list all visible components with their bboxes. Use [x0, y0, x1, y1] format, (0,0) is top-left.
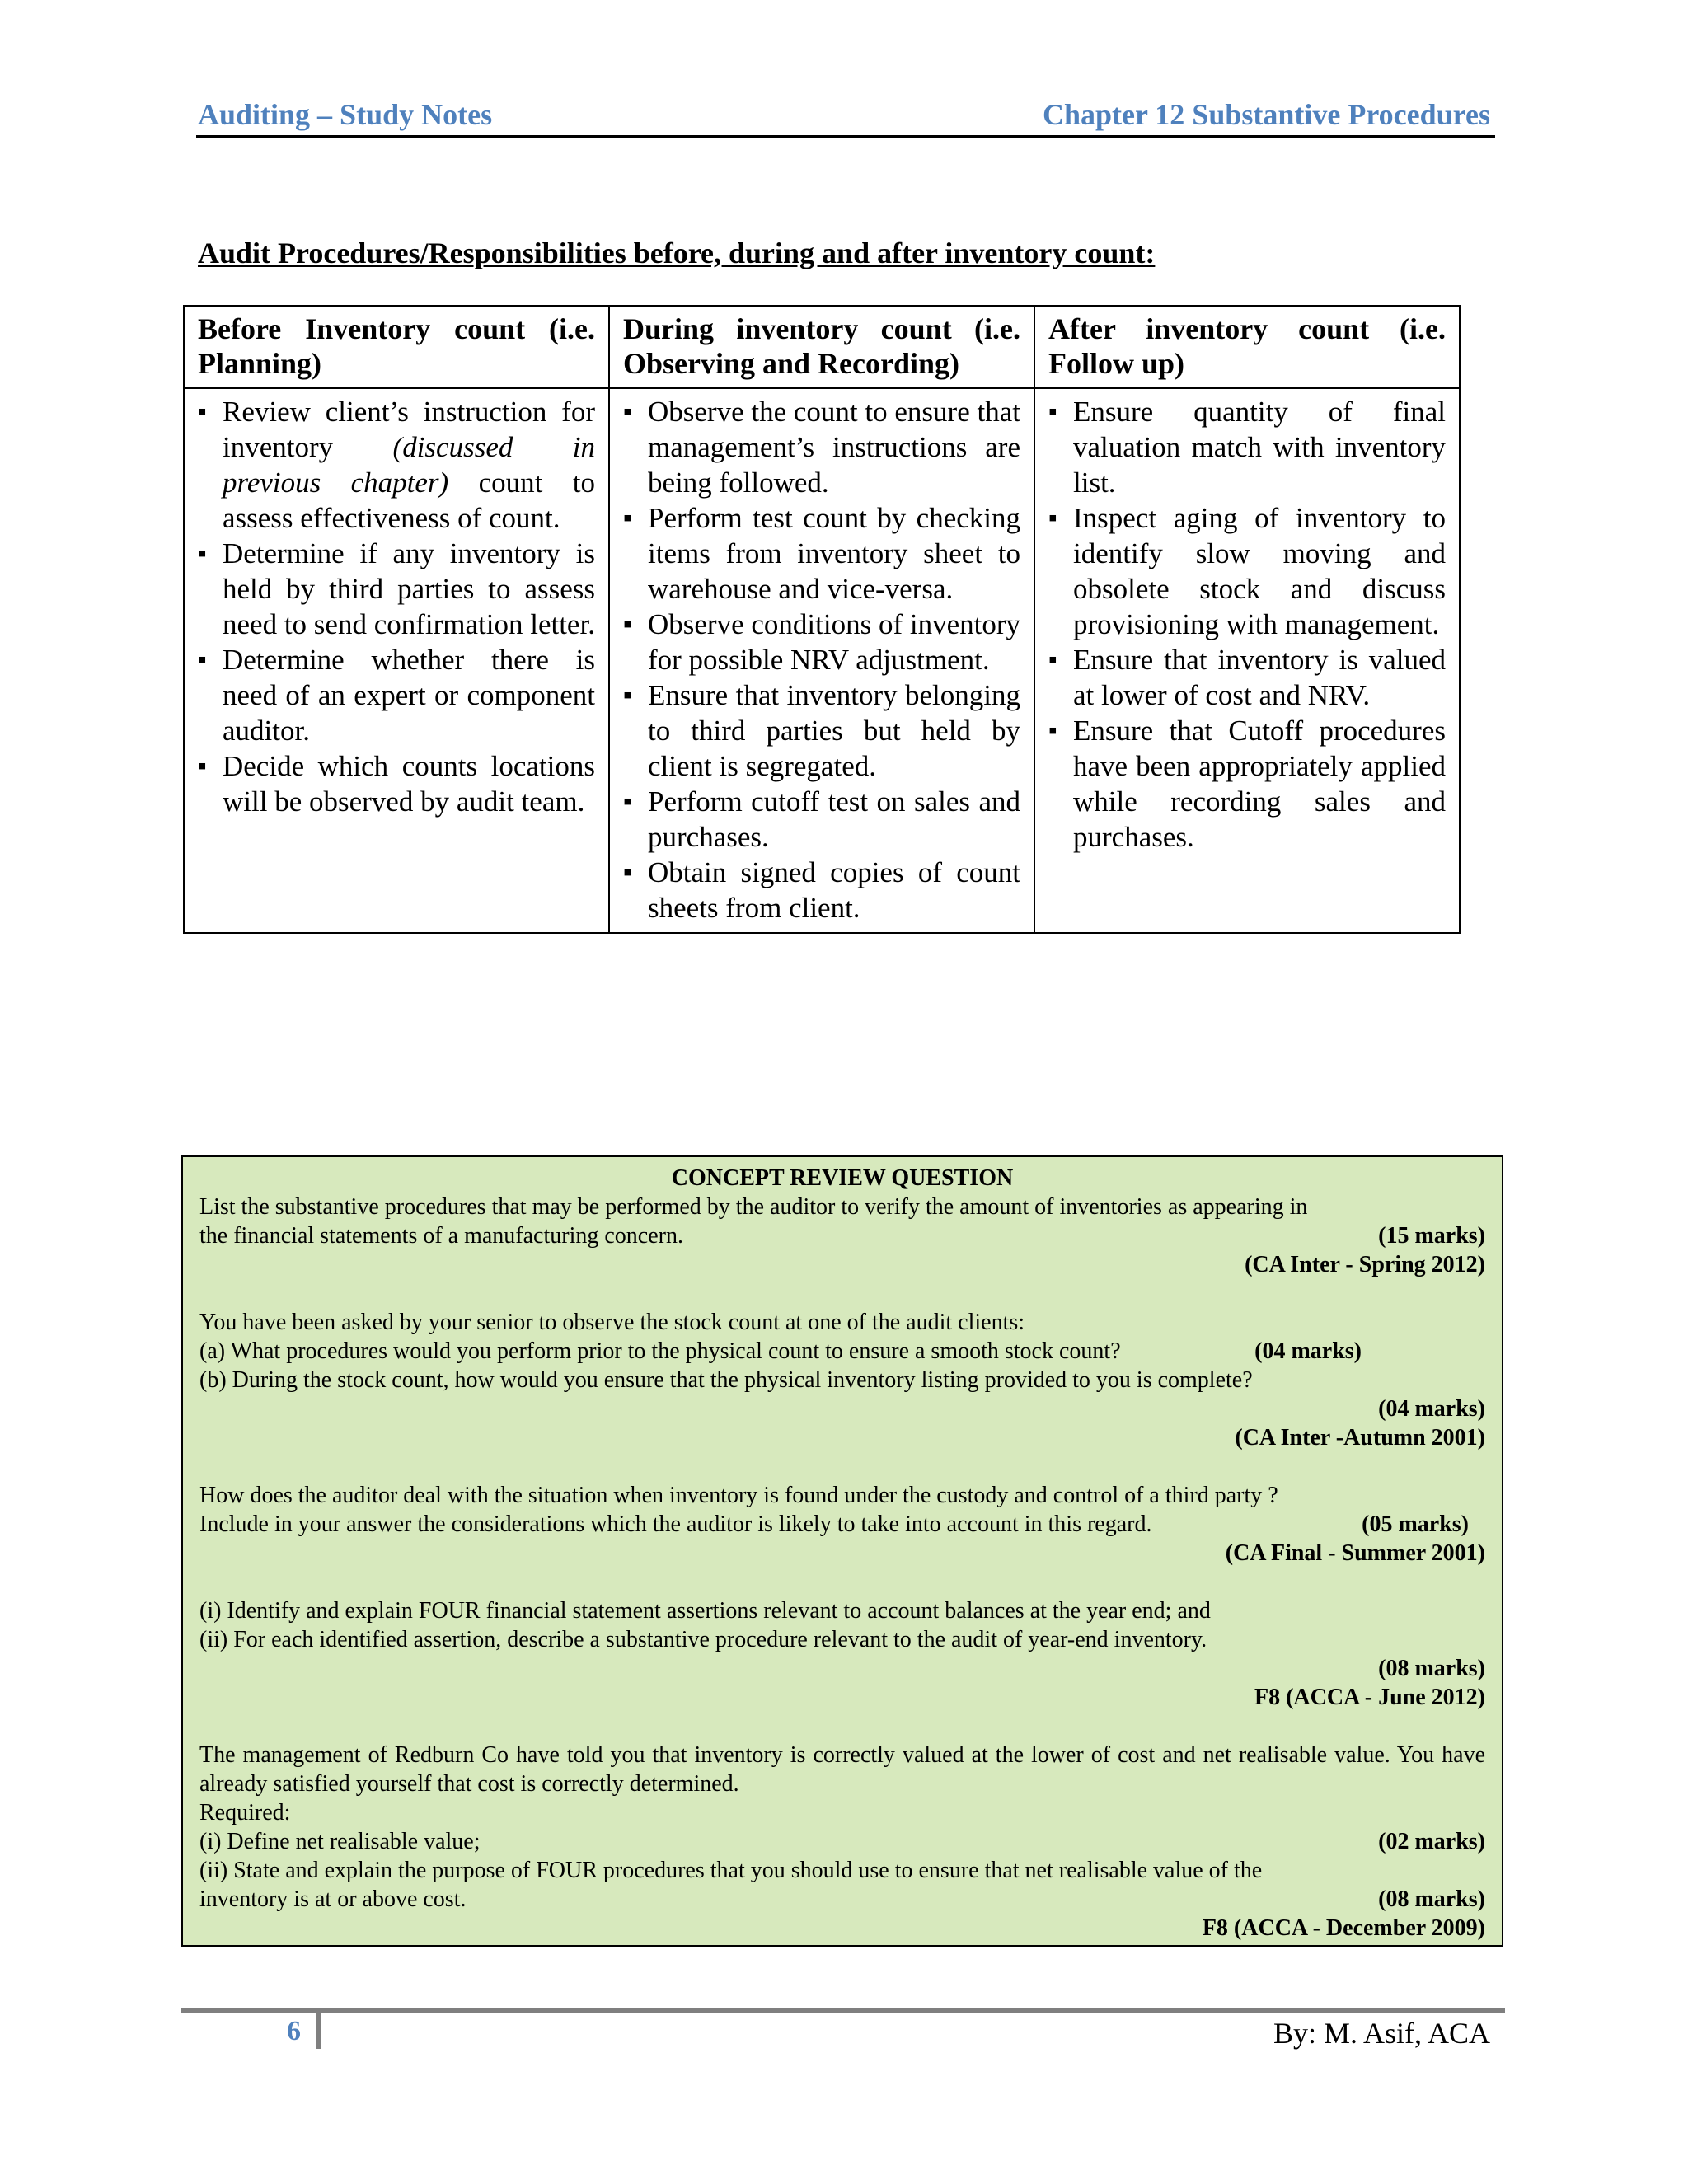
header-chapter-title: Chapter 12 Substantive Procedures — [1042, 98, 1490, 131]
marks-label: (04 marks) — [1378, 1396, 1485, 1422]
question-source: (CA Inter -Autumn 2001) — [1235, 1425, 1485, 1451]
after-count-list — [1048, 394, 1446, 855]
before-count-cell — [184, 388, 609, 933]
list-item: ▪ Determine whether there is need of an expert or component auditor. — [198, 642, 595, 748]
header-left-title: Auditing – Study Notes — [198, 98, 493, 131]
italic-note: (discussed in previous chapter) — [223, 431, 595, 499]
during-count-cell — [609, 388, 1034, 933]
header-divider — [196, 135, 1495, 138]
list-item: ▪ Perform cutoff test on sales and purchases. — [623, 784, 1020, 855]
page-number-bar — [316, 2013, 321, 2049]
after-count-cell — [1034, 388, 1460, 933]
list-item: ▪ Ensure quantity of final valuation match with inventory list. — [1048, 394, 1446, 500]
list-item: ▪ Inspect aging of inventory to identify slow moving and obsolete stock and discuss provisioning with management. — [1048, 500, 1446, 642]
marks-label: (08 marks) — [1378, 1656, 1485, 1681]
question-1: List the substantive procedures that may be performed by the auditor to verify the amount of inventories as appearing in the financial statements of a manufacturing concern. (15 marks) (CA Inter - Spring 2012) — [199, 1194, 1485, 1277]
inventory-count-procedures-table — [183, 305, 1461, 934]
question-source: F8 (ACCA - December 2009) — [1202, 1915, 1485, 1941]
concept-review-box — [181, 1155, 1503, 1947]
page-number: 6 — [287, 2016, 301, 2046]
marks-label: (15 marks) — [1378, 1223, 1485, 1249]
question-source: (CA Inter - Spring 2012) — [1245, 1252, 1485, 1277]
list-item: ▪ Determine if any inventory is held by third parties to assess need to send confirmation letter. — [198, 536, 595, 642]
list-item: ▪ Ensure that Cutoff procedures have been appropriately applied while recording sales and purchases. — [1048, 713, 1446, 855]
list-item: ▪ Perform test count by checking items from inventory sheet to warehouse and vice-versa. — [623, 500, 1020, 607]
table-body-row — [184, 388, 1460, 933]
header-during-count: During inventory count (i.e. Observing and Recording) — [609, 306, 1034, 388]
footer-divider — [181, 2008, 1505, 2013]
list-item: ▪ Ensure that inventory belonging to third parties but held by client is segregated. — [623, 677, 1020, 784]
marks-label: (05 marks) — [1362, 1511, 1469, 1537]
question-3: How does the auditor deal with the situation when inventory is found under the custody and control of a third party ? Include in your answer the considerations which the auditor is likely to take into account in this regard. (05 marks) (CA Final - Summer 2001) — [199, 1483, 1485, 1566]
list-item: ▪ Ensure that inventory is valued at lower of cost and NRV. — [1048, 642, 1446, 713]
during-count-list — [623, 394, 1020, 926]
list-item: ▪ Review client’s instruction for inventory (discussed in previous chapter) count to assess effectiveness of count. — [198, 394, 595, 536]
marks-label: (08 marks) — [1378, 1886, 1485, 1912]
before-count-list — [198, 394, 595, 819]
section-title: Audit Procedures/Responsibilities before, during and after inventory count: — [198, 237, 1156, 269]
question-5: The management of Redburn Co have told you that inventory is correctly valued at the lower of cost and net realisable value. You have already satisfied yourself that cost is correctly determined. Required: (i) Define net realisable value; (02 marks) (ii) State and explain the purpose of FOUR procedures that you should use to ensure that net realisable value of the inventory is at or above cost. (08 marks) F8 (ACCA - December 2009) — [199, 1742, 1485, 1941]
list-item: ▪ Obtain signed copies of count sheets from client. — [623, 855, 1020, 926]
footer-author: By: M. Asif, ACA — [1273, 2017, 1490, 2050]
marks-label: (04 marks) — [1254, 1338, 1362, 1364]
header-before-count: Before Inventory count (i.e. Planning) — [184, 306, 609, 388]
question-2: You have been asked by your senior to observe the stock count at one of the audit clients: (a) What procedures would you perform prior to the physical count to ensure a smooth stock count? (04 marks) (b) During the stock count, how would you ensure that the physical inventory listing provided to you is complete? (04 marks) (CA Inter -Autumn 2001) — [199, 1310, 1485, 1451]
concept-review-title: CONCEPT REVIEW QUESTION — [671, 1165, 1014, 1191]
question-source: F8 (ACCA - June 2012) — [1254, 1685, 1485, 1710]
marks-label: (02 marks) — [1378, 1829, 1485, 1854]
list-item: ▪ Observe the count to ensure that management’s instructions are being followed. — [623, 394, 1020, 500]
table-header-row — [184, 306, 1460, 388]
list-item: ▪ Observe conditions of inventory for possible NRV adjustment. — [623, 607, 1020, 677]
header-after-count: After inventory count (i.e. Follow up) — [1034, 306, 1460, 388]
list-item: ▪ Decide which counts locations will be observed by audit team. — [198, 748, 595, 819]
question-source: (CA Final - Summer 2001) — [1225, 1540, 1485, 1566]
question-4: (i) Identify and explain FOUR financial statement assertions relevant to account balances at the year end; and (ii) For each identified assertion, describe a substantive procedure relevant to the audit of year-end inventory. (08 marks) F8 (ACCA - June 2012) — [199, 1598, 1485, 1710]
